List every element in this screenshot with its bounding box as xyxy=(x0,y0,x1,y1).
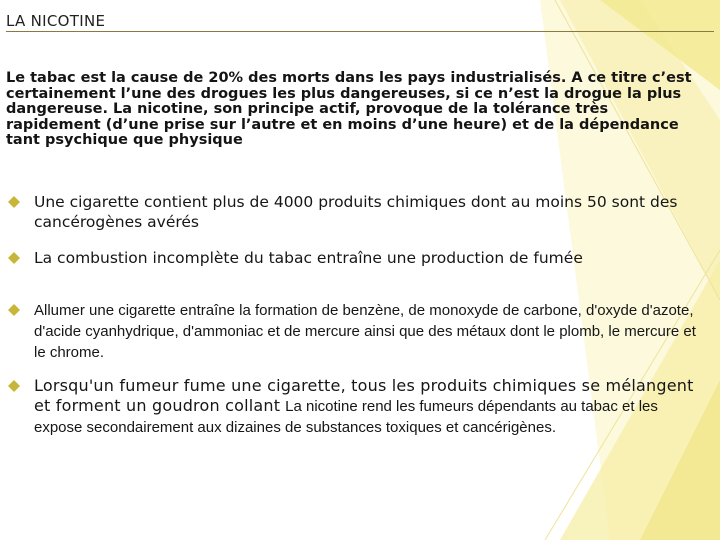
title-divider xyxy=(6,31,714,32)
bullet-text: Une cigarette contient plus de 4000 produits chimiques dont au moins 50 sont des cancérogènes avérés xyxy=(34,193,678,231)
intro-paragraph: Le tabac est la cause de 20% des morts dans les pays industrialisés. A ce titre c’est certainement l’une des drogues les plus dangereuses, si ce n’est la drogue la plus dangereuse. La nicotine, son principe actif, provoque de la tolérance très rapidement (d’une prise sur l’autre et en moins d’une heure) et de la dépendance tant psychique que physique xyxy=(6,70,692,148)
bullet-item xyxy=(8,192,698,232)
diamond-bullet-icon xyxy=(8,252,20,264)
bullet-item xyxy=(8,300,698,363)
slide-title: LA NICOTINE xyxy=(6,12,106,30)
bullet-text-continuation: La nicotine rend les fumeurs dépendants au tabac et les expose secondairement aux dizaines de substances toxiques et cancérigènes. xyxy=(34,398,658,436)
bullet-item xyxy=(8,248,583,268)
bullet-text: Lorsqu'un fumeur fume une cigarette, tous les produits chimiques se mélangent et forment un goudron collant xyxy=(34,376,694,415)
bullet-item xyxy=(8,376,698,438)
diamond-bullet-icon xyxy=(8,380,20,392)
diamond-bullet-icon xyxy=(8,304,20,316)
bullet-text: La combustion incomplète du tabac entraîne une production de fumée xyxy=(34,249,583,267)
bullet-text: Allumer une cigarette entraîne la formation de benzène, de monoxyde de carbone, d'oxyde d'azote, d'acide cyanhydrique, d'ammoniac et de mercure ainsi que des métaux dont le plomb, le mercure et le chrome. xyxy=(34,302,696,361)
diamond-bullet-icon xyxy=(8,196,20,208)
